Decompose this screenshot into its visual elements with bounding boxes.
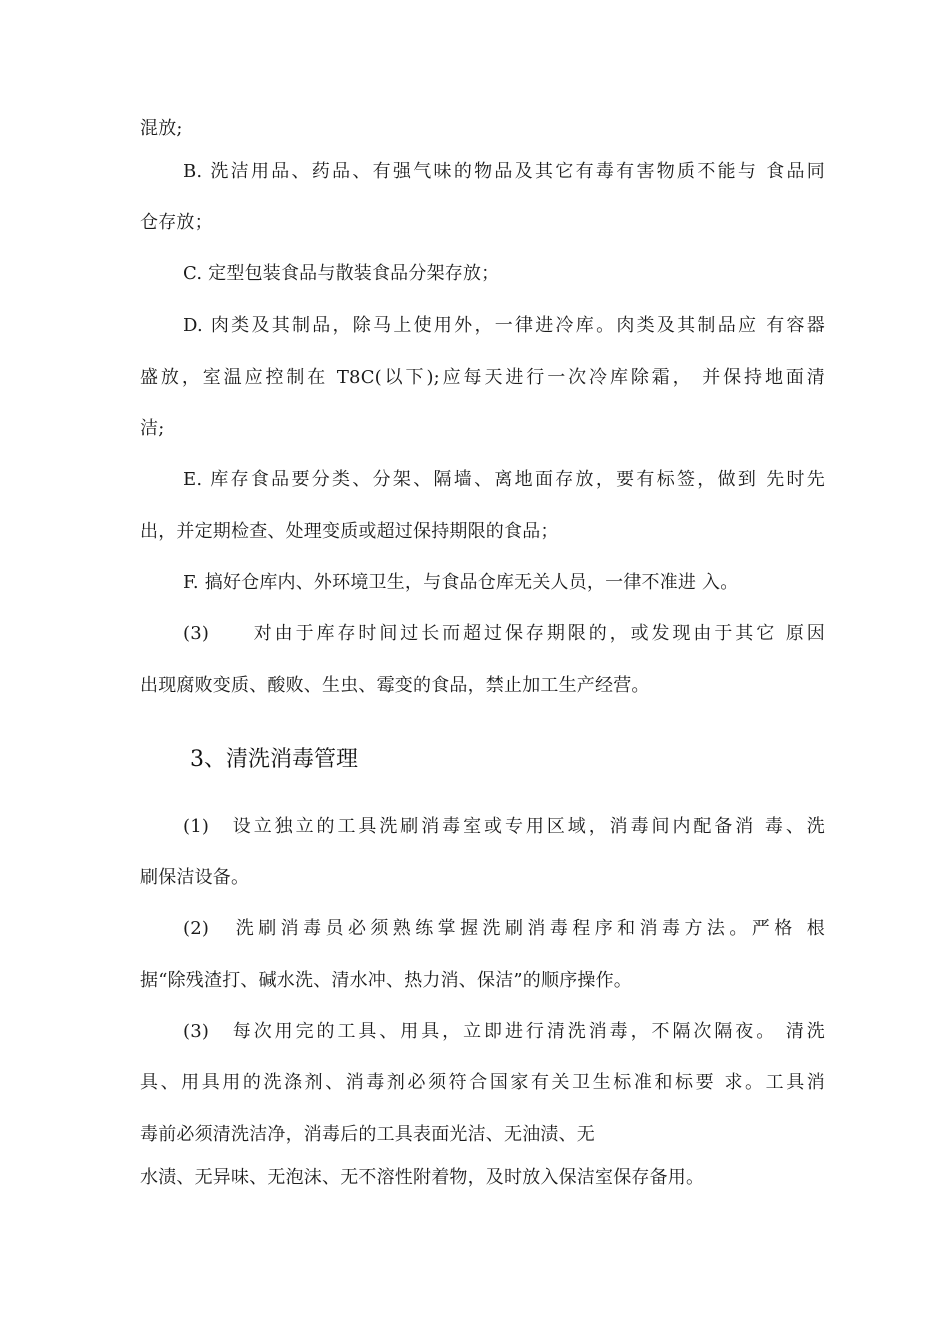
para-a-line-tail: 混放; [140,118,183,139]
para-d-line-1: D. 肉类及其制品，除马上使用外，一律进冷库。肉类及其制品应 有容器 [183,315,825,336]
para-3-cleaning-line-4: 水渍、无异味、无泡沫、无不溶性附着物，及时放入保洁室保存备用。 [140,1167,705,1188]
para-e-line-1: E. 库存食品要分类、分架、隔墙、离地面存放，要有标签，做到 先时先 [183,469,825,490]
para-3-cleaning-line-1: (3) 每次用完的工具、用具，立即进行清洗消毒，不隔次隔夜。 清洗 [183,1021,825,1042]
para-1-cleaning-line-2: 刷保洁设备。 [140,867,250,888]
para-d-line-3: 洁; [140,418,165,439]
para-b-line-2: 仓存放； [140,212,213,233]
para-3-storage-line-1: (3) 对由于库存时间过长而超过保存期限的，或发现由于其它 原因 [183,623,825,644]
para-e-line-2: 出，并定期检查、处理变质或超过保持期限的食品； [140,521,559,542]
para-2-cleaning-line-2: 据“除残渣打、碱水洗、清水冲、热力消、保洁”的顺序操作。 [140,970,633,991]
para-b-line-1: B. 洗洁用品、药品、有强气味的物品及其它有毒有害物质不能与 食品同 [183,161,825,182]
section-heading-cleaning: 3、清洗消毒管理 [190,747,358,772]
para-3-storage-line-2: 出现腐败变质、酸败、生虫、霉变的食品，禁止加工生产经营。 [140,675,650,696]
para-f-line-1: F. 搞好仓库内、外环境卫生，与食品仓库无关人员，一律不准进 入。 [183,572,739,593]
para-2-cleaning-line-1: (2) 洗刷消毒员必须熟练掌握洗刷消毒程序和消毒方法。严格 根 [183,918,825,939]
para-1-cleaning-line-1: (1) 设立独立的工具洗刷消毒室或专用区域，消毒间内配备消 毒、洗 [183,816,825,837]
para-3-cleaning-line-2: 具、用具用的洗涤剂、消毒剂必须符合国家有关卫生标准和标要 求。工具消 [140,1072,825,1093]
para-3-cleaning-line-3: 毒前必须清洗洁净，消毒后的工具表面光洁、无油渍、无 [140,1124,595,1145]
para-c-line-1: C. 定型包装食品与散装食品分架存放； [183,263,500,284]
para-d-line-2: 盛放，室温应控制在 T8C(以下);应每天进行一次冷库除霜， 并保持地面清 [140,367,825,388]
